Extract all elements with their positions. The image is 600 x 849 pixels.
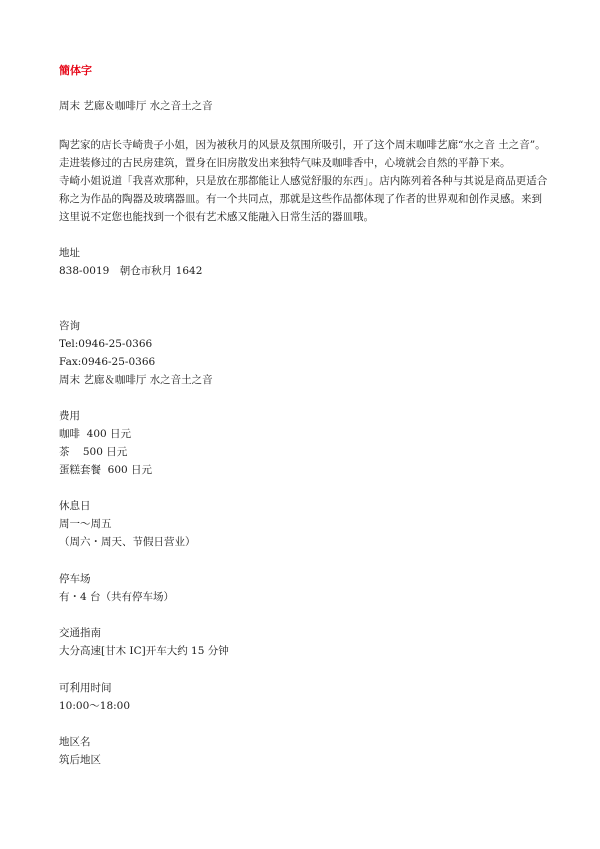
contact-fax: Fax:0946-25-0366: [59, 356, 156, 368]
hours-line: 10:00～18:00: [59, 700, 131, 712]
access-line: 大分高速[甘木 IC]开车大约 15 分钟: [59, 645, 229, 657]
parking-heading: 停车场: [59, 573, 91, 585]
intro-paragraph: 走进装修过的古民房建筑，置身在旧房散发出来独特气味及咖啡香中，心境就会自然的平静下来。: [59, 157, 511, 169]
fees-heading: 费用: [59, 410, 80, 422]
language-label: 簡体字: [59, 64, 92, 77]
intro-text: [59, 136, 549, 226]
parking-line: 有・4 台（共有停车场）: [59, 591, 175, 603]
contact-heading: 咨询: [59, 320, 80, 332]
closed-days-note: （周六・周天、节假日营业）: [59, 536, 196, 548]
address-heading: 地址: [59, 247, 80, 259]
area-line: 筑后地区: [59, 754, 101, 766]
contact-shop-name: 周末 艺廊＆咖啡厅 水之音土之音: [59, 374, 213, 386]
closed-days-line: 周一～周五: [59, 518, 112, 530]
page-title: 周末 艺廊＆咖啡厅 水之音土之音: [59, 100, 213, 112]
address-line: 838-0019 朝仓市秋月 1642: [59, 265, 203, 277]
fees-section: [59, 407, 152, 479]
area-section: [59, 733, 101, 769]
closed-days-heading: 休息日: [59, 500, 91, 512]
contact-tel: Tel:0946-25-0366: [59, 338, 153, 350]
intro-paragraph: 寺崎小姐说道「我喜欢那种，只是放在那都能让人感觉舒服的东西」。店内陈列着各种与其说是商品更适合称之为作品的陶器及玻璃器皿。有一个共同点，那就是这些作品都体现了作者的世界观和创作灵感。来到这里说不定您也能找到一个很有艺术感又能融入日常生活的器皿哦。: [59, 175, 548, 223]
fee-item: 蛋糕套餐 600 日元: [59, 464, 153, 476]
parking-section: [59, 570, 174, 606]
access-section: [59, 624, 229, 660]
intro-paragraph: 陶艺家的店长寺崎贵子小姐，因为被秋月的风景及氛围所吸引，开了这个周末咖啡艺廊“水之音 土之音”。: [59, 139, 546, 151]
closed-days-section: [59, 497, 196, 551]
access-heading: 交通指南: [59, 627, 101, 639]
address-section: [59, 244, 202, 280]
area-heading: 地区名: [59, 736, 91, 748]
fee-item: 茶 500 日元: [59, 446, 128, 458]
hours-section: [59, 679, 130, 715]
fee-item: 咖啡 400 日元: [59, 428, 132, 440]
hours-heading: 可利用时间: [59, 682, 112, 694]
contact-section: [59, 317, 213, 389]
